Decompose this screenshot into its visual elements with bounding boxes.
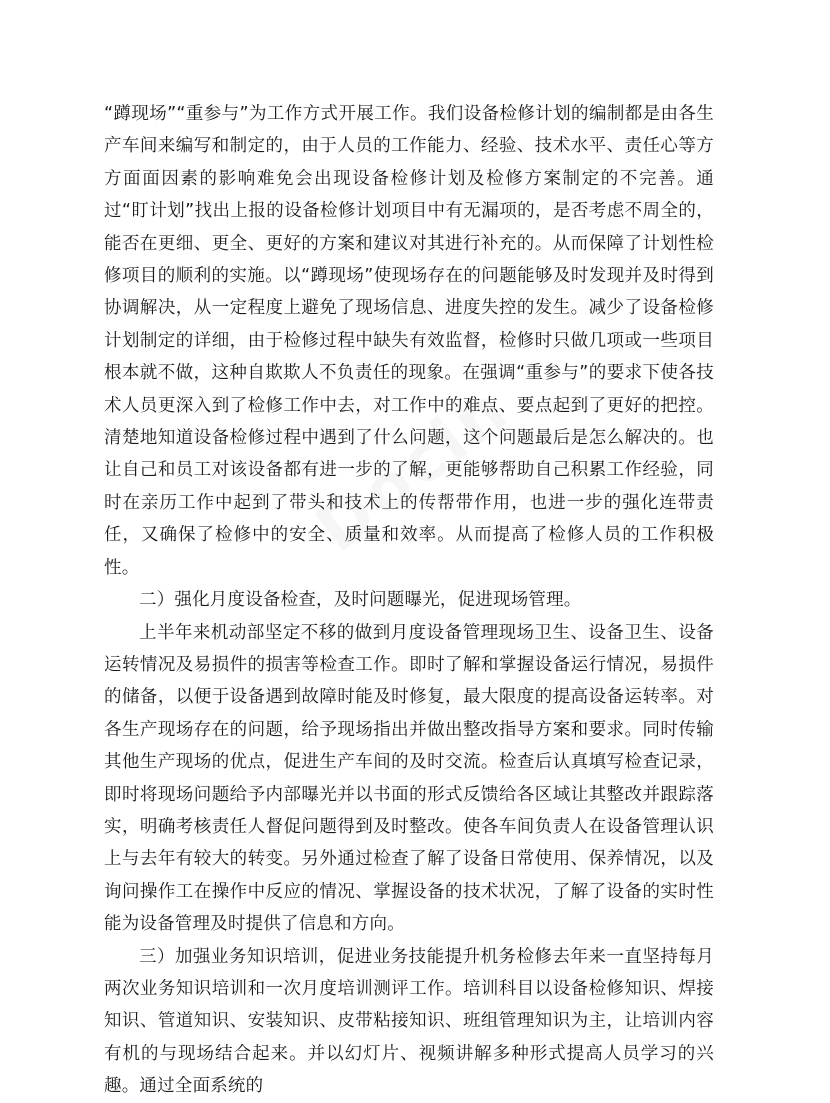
body-text	[104, 98, 714, 1103]
paragraph-4-heading: 三）加强业务知识培训，促进业务技能提升机务检修去年来一直坚持每月两次业务知识培训和一次月度培训测评工作。培训科目以设备检修知识、焊接知识、管道知识、安装知识、皮带粘接知识、班组管理知识为主，让培训内容有机的与现场结合起来。并以幻灯片、视频讲解多种形式提高人员学习的兴趣。通过全面系统的	[104, 946, 714, 1097]
paragraph-3: 上半年来机动部坚定不移的做到月度设备管理现场卫生、设备卫生、设备运转情况及易损件的损害等检查工作。即时了解和掌握设备运行情况，易损件的储备，以便于设备遇到故障时能及时修复，最大限度的提高设备运转率。对各生产现场存在的问题，给予现场指出并做出整改指导方案和要求。同时传输其他生产现场的优点，促进生产车间的及时交流。检查后认真填写检查记录，即时将现场问题给予内部曝光并以书面的形式反馈给各区域让其整改并跟踪落实，明确考核责任人督促问题得到及时整改。使各车间负责人在设备管理认识上与去年有较大的转变。另外通过检查了解了设备日常使用、保养情况，以及询问操作工在操作中反应的情况、掌握设备的技术状况，了解了设备的实时性能为设备管理及时提供了信息和方向。	[104, 622, 714, 935]
paragraph-2-heading: 二）强化月度设备检查，及时问题曝光，促进现场管理。	[139, 590, 582, 611]
paragraph-1: “蹲现场”“重参与”为工作方式开展工作。我们设备检修计划的编制都是由各生产车间来编写和制定的，由于人员的工作能力、经验、技术水平、责任心等方方面面因素的影响难免会出现设备检修计划及检修方案制定的不完善。通过“盯计划”找出上报的设备检修计划项目中有无漏项的，是否考虑不周全的，能否在更细、更全、更好的方案和建议对其进行补充的。从而保障了计划性检修项目的顺利的实施。以“蹲现场”使现场存在的问题能够及时发现并及时得到协调解决，从一定程度上避免了现场信息、进度失控的发生。减少了设备检修计划制定的详细，由于检修过程中缺失有效监督，检修时只做几项或一些项目根本就不做，这种自欺欺人不负责任的现象。在强调“重参与”的要求下使各技术人员更深入到了检修工作中去，对工作中的难点、要点起到了更好的把控。清楚地知道设备检修过程中遇到了什么问题，这个问题最后是怎么解决的。也让自己和员工对该设备都有进一步的了解，更能够帮助自己积累工作经验，同时在亲历工作中起到了带头和技术上的传帮带作用，也进一步的强化连带责任，又确保了检修中的安全、质量和效率。从而提高了检修人员的工作积极性。	[104, 104, 714, 578]
